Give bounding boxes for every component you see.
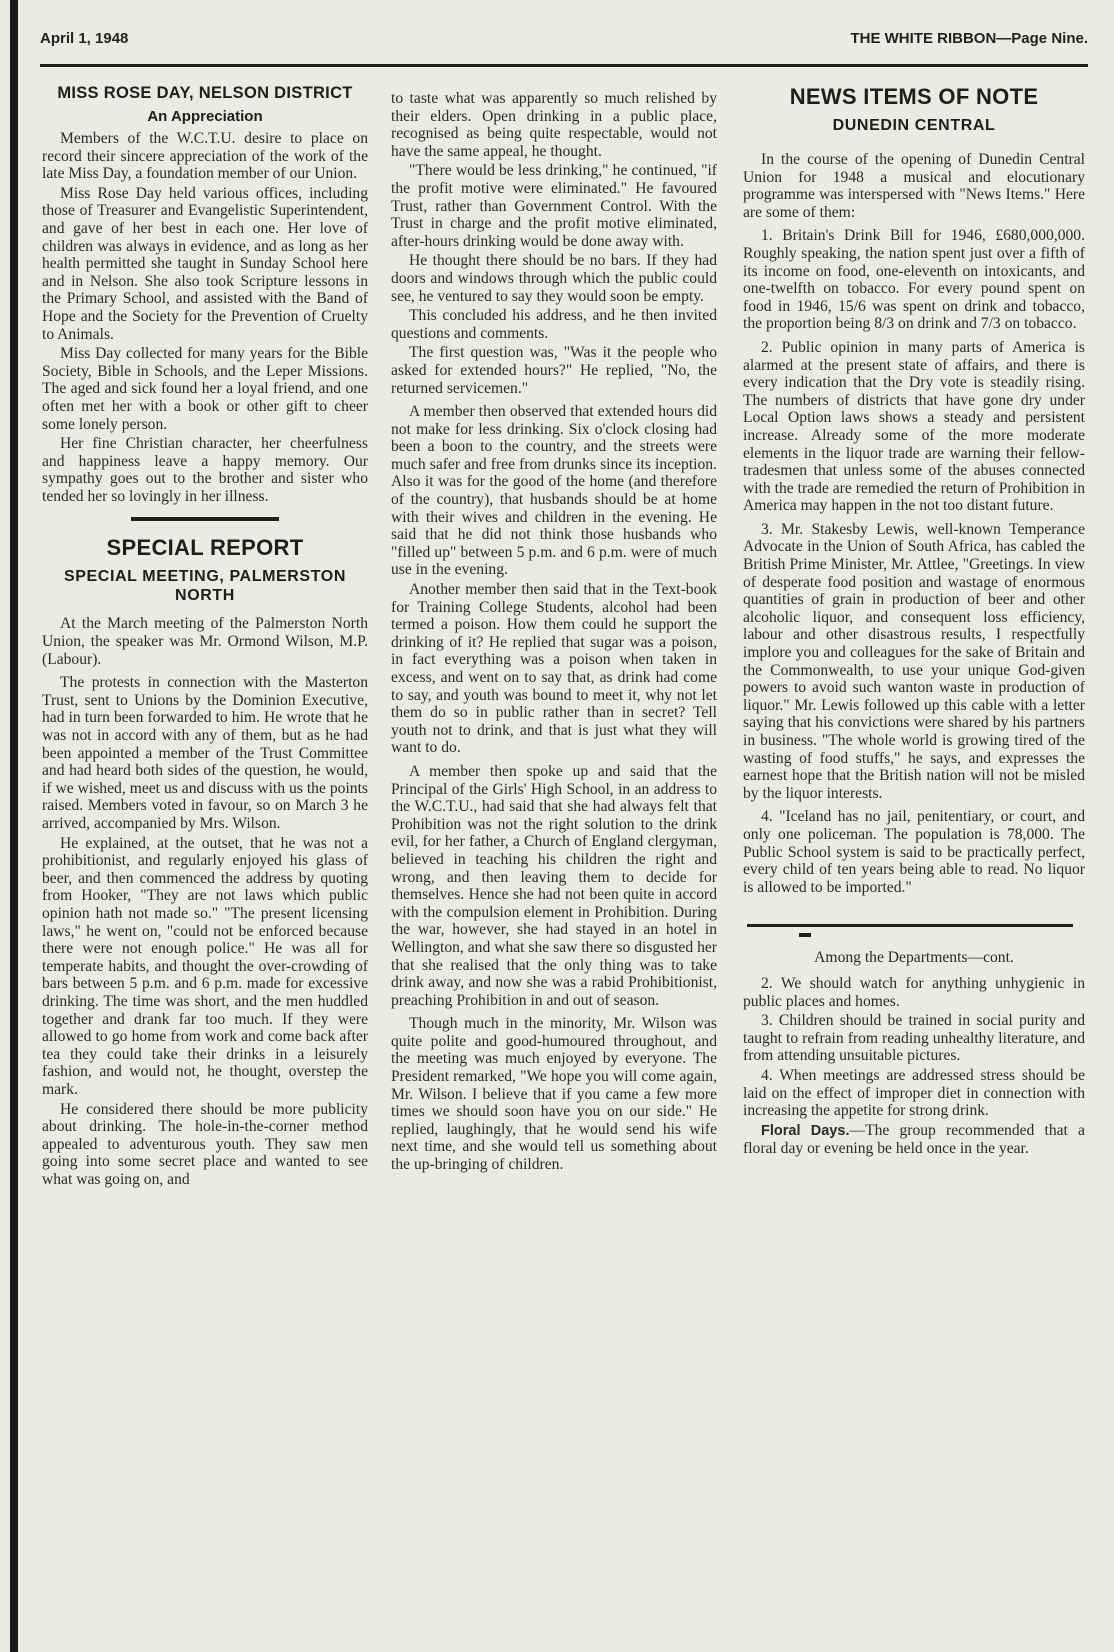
paragraph: At the March meeting of the Palmerston North Union, the speaker was Mr. Ormond Wilson, M.P. (Labour). <box>42 615 368 668</box>
paragraph: In the course of the opening of Dunedin Central Union for 1948 a musical and elocutionary programme was interspersed with "News Items." Here are some of them: <box>743 151 1085 221</box>
article-title-rose-day: MISS ROSE DAY, NELSON DISTRICT <box>57 84 353 102</box>
paragraph: Members of the W.C.T.U. desire to place on record their sincere appreciation of the work of the late Miss Day, a foundation member of our Union. <box>42 130 368 183</box>
paragraph: to taste what was apparently so much relished by their elders. Open drinking in a public place, recognised as being quite respectable, would not have the same appeal, he thought. <box>391 90 717 160</box>
article-title-special-report: SPECIAL REPORT <box>106 535 304 561</box>
dash-mark <box>799 933 811 937</box>
header-date: April 1, 1948 <box>40 30 129 47</box>
paragraph: "There would be less drinking," he continued, "if the profit motive were eliminated." He favoured Trust, rather than Government Control. With the Trust in charge and the profit motive eliminated, after-hours drinking would be done away with. <box>391 162 717 250</box>
floral-days-paragraph <box>743 1122 1085 1158</box>
left-margin-bar <box>10 0 18 1652</box>
news-item-3: 3. Mr. Stakesby Lewis, well-known Temperance Advocate in the Union of South Africa, has cabled the British Prime Minister, Mr. Attlee, "Greetings. In view of desperate food position and wastage of enormous quantities of grain in production of beer and other alcoholic liquor, and consequent loss efficiency, labour and other disastrous results, I respectfully implore you and colleagues for the sake of Britain and the Commonwealth, to use your unique God-given powers to avoid such wanton waste in production of liquor." Mr. Lewis followed up this cable with a letter saying that his convictions were shared by his partners in business. "The whole world is growing tired of the wasting of food stuffs," he says, and expresses the earnest hope that the British nation will not be misled by the liquor interests. <box>743 520 1085 802</box>
paragraph: The protests in connection with the Masterton Trust, sent to Unions by the Dominion Executive, had in turn been forwarded to him. He wrote that he was not in accord with any of them, but as he had been appointed a member of the Trust Committee and had heard both sides of the question, he would, if we wished, meet us and discuss with us the points raised. Members voted in favour, so on March 3 he arrived, accompanied by Mrs. Wilson. <box>42 674 368 832</box>
paragraph: He thought there should be no bars. If they had doors and windows through which the public could see, he ventured to say they would soon be empty. <box>391 252 717 305</box>
article-subtitle-appreciation: An Appreciation <box>147 108 263 125</box>
header-publication: THE WHITE RIBBON—Page Nine. <box>850 30 1088 47</box>
floral-days-text: —The group recommended that a floral day or evening be held once in the year. <box>743 1121 1085 1158</box>
news-item-2: 2. Public opinion in many parts of America is alarmed at the present state of affairs, and there is every indication that the Dry vote is steadily rising. The numbers of districts that have gone dry under Local Option laws shows a steady and persistent increase. Already some of the more moderate elements in the liquor trade are warning their fellow-tradesmen that unless some of the abuses connected with the trade are remedied the return of Prohibition in America may happen in the not too distant future. <box>743 338 1085 515</box>
article-subtitle-dunedin-central: DUNEDIN CENTRAL <box>832 117 996 134</box>
paragraph: The first question was, "Was it the people who asked for extended hours?" He replied, "No, the returned servicemen." <box>391 344 717 397</box>
paragraph: Miss Rose Day held various offices, including those of Treasurer and Evangelistic Superintendent, and gave of her best in each one. Her love of children was always in evidence, and as long as her health permitted she taught in Sunday School here and in Nelson. She also took Scripture lessons in the Primary School, and assisted with the Band of Hope and the Society for the Prevention of Cruelty to Animals. <box>42 184 368 343</box>
paragraph: He explained, at the outset, that he was not a prohibitionist, and regularly enjoyed his glass of beer, and then commenced the address by quoting from Hooker, "They are not laws which public opinion hath not made so." "The present licensing laws," he went on, "could not be enforced because there were not enough police." He was all for temperate habits, and thought the over-crowding of bars between 5 p.m. and 6 p.m. made for excessive drinking. The time was short, and the men huddled together and drank far too much. If they were allowed to go home from work and come back after tea they could take their drinks in a leisurely fashion, and would not, he thought, overstep the mark. <box>42 834 368 1098</box>
floral-days-label: Floral Days. <box>761 1122 850 1139</box>
paragraph: 4. When meetings are addressed stress should be laid on the effect of improper diet in connection with increasing the appetite for strong drink. <box>743 1066 1085 1120</box>
section-divider <box>747 924 1073 927</box>
paragraph: Her fine Christian character, her cheerfulness and happiness leave a happy memory. Our sympathy goes out to the brother and sister who tended her so lovingly in her illness. <box>42 435 368 505</box>
news-item-1: 1. Britain's Drink Bill for 1946, £680,000,000. Roughly speaking, the nation spent just over a fifth of its income on food, one-eleventh on intoxicants, and one-twelfth on tobacco. For every pound spent on food in 1946, 15/6 was spent on drink and tobacco, the proportion being 8/3 on drink and 7/3 on tobacco. <box>743 227 1085 333</box>
article-title-news-items: NEWS ITEMS OF NOTE <box>789 84 1039 109</box>
paragraph: 3. Children should be trained in social purity and taught to refrain from reading unhealthy literature, and from attending unsuitable pictures. <box>743 1012 1085 1065</box>
article-subtitle-special-meeting: SPECIAL MEETING, PALMERSTON NORTH <box>63 568 346 605</box>
news-item-4: 4. "Iceland has no jail, penitentiary, or court, and only one policeman. The population is 78,000. The Public School system is said to be practically perfect, every child of ten years being able to read. No liquor is allowed to be imported." <box>743 808 1085 896</box>
paragraph: A member then observed that extended hours did not make for less drinking. Six o'clock closing had been a boon to the country, and the streets were much safer and free from drunks since its inception. Also it was for the good of the home (and therefore of the country), that husbands should be at home with their wives and children in the evening. He said that he did not think those husbands who "filled up" between 5 p.m. and 6 p.m. were of much use in the evening. <box>391 403 717 579</box>
column-3 <box>743 84 1085 1160</box>
paragraph: 2. We should watch for anything unhygienic in public places and homes. <box>743 974 1085 1010</box>
paragraph: Miss Day collected for many years for the Bible Society, Bible in Schools, and the Leper Missions. The aged and sick found her a loyal friend, and one often met her with a book or other gift to cheer some lonely person. <box>42 345 368 433</box>
paragraph: He considered there should be more publicity about drinking. The hole-in-the-corner method appealed to adventurous youth. They saw men going into some secret place and wanted to see what was going on, and <box>42 1100 368 1188</box>
paragraph: Another member then said that in the Text-book for Training College Students, alcohol had been termed a poison. How them could he support the drinking of it? He replied that sugar was a poison, in fact everything was a poison when taken in excess, and went on to say that, as drink had come to say, and youth was bound to meet it, why not let them do so in public rather than in secret? Tell youth not to drink, and that is just what they will want to do. <box>391 581 717 757</box>
paragraph: This concluded his address, and he then invited questions and comments. <box>391 307 717 342</box>
section-divider <box>131 517 279 521</box>
header-rule <box>40 64 1088 67</box>
column-2 <box>391 90 717 1176</box>
continued-heading: Among the Departments—cont. <box>814 949 1014 967</box>
page-header <box>40 26 1088 50</box>
column-1 <box>42 84 368 1190</box>
paragraph: A member then spoke up and said that the Principal of the Girls' High School, in an address to the W.C.T.U., had said that she had always felt that Prohibition was not the right solution to the drink evil, for her father, a Church of England clergyman, believed in teaching his children the right and wrong, and then leaving them to decide for themselves. Hence she had not been quite in accord with the compulsion element in Prohibition. During the war, however, she had stayed in an hotel in Wellington, and what she saw there so disgusted her that she realised that the only thing was to take drink away, and now she was a rabid Prohibitionist, preaching Prohibition in and out of season. <box>391 762 717 1009</box>
paragraph: Though much in the minority, Mr. Wilson was quite polite and good-humoured throughout, and the meeting was much enjoyed by everyone. The President remarked, "We hope you will come again, Mr. Wilson. I believe that if you came a few more times we should soon have you on our side." He replied, laughingly, that he would send his wife next time, and she would tell us something about the up-bringing of children. <box>391 1015 717 1174</box>
